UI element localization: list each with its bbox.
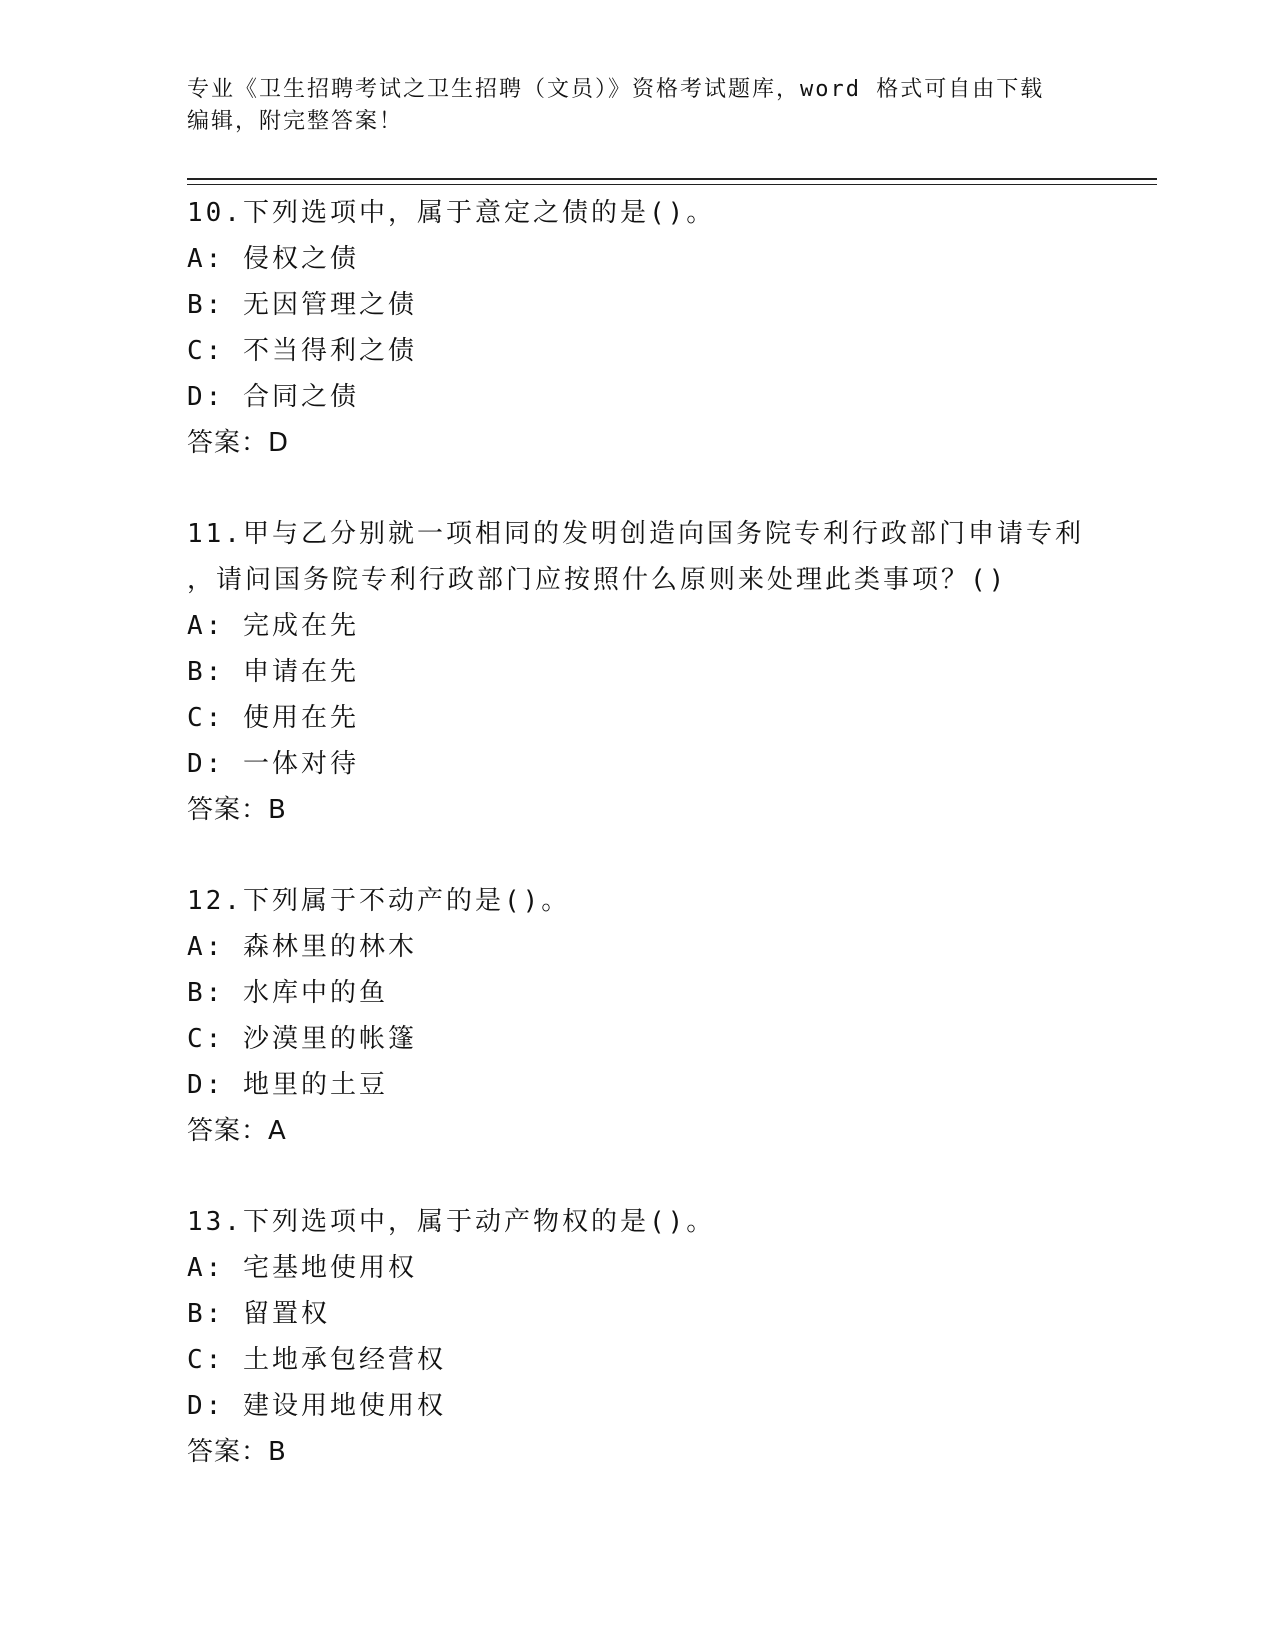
question-stem: 11.甲与乙分别就一项相同的发明创造向国务院专利行政部门申请专利 xyxy=(187,519,1084,549)
header-divider-thick xyxy=(187,178,1157,180)
option-d: D: 合同之债 xyxy=(187,382,359,412)
option-d: D: 一体对待 xyxy=(187,749,359,779)
option-c: C: 土地承包经营权 xyxy=(187,1345,446,1375)
option-c: C: 不当得利之债 xyxy=(187,336,417,366)
header-divider-thin xyxy=(187,184,1157,185)
option-d: D: 建设用地使用权 xyxy=(187,1391,446,1421)
question-11 xyxy=(187,511,1147,833)
answer: 答案：B xyxy=(187,1437,287,1467)
option-c: C: 使用在先 xyxy=(187,703,359,733)
header-line-1: 专业《卫生招聘考试之卫生招聘（文员）》资格考试题库，word 格式可自由下载 xyxy=(187,77,1045,102)
question-12 xyxy=(187,878,1147,1154)
option-a: A: 完成在先 xyxy=(187,611,359,641)
question-stem: 13.下列选项中，属于动产物权的是()。 xyxy=(187,1207,716,1237)
document-header xyxy=(187,74,1087,138)
option-b: B: 留置权 xyxy=(187,1299,330,1329)
header-line-2: 编辑，附完整答案！ xyxy=(187,109,404,134)
question-stem: 12.下列属于不动产的是()。 xyxy=(187,886,571,916)
option-d: D: 地里的土豆 xyxy=(187,1070,388,1100)
option-b: B: 水库中的鱼 xyxy=(187,978,388,1008)
option-a: A: 宅基地使用权 xyxy=(187,1253,417,1283)
question-stem-continued: ，请问国务院专利行政部门应按照什么原则来处理此类事项？() xyxy=(187,565,1008,595)
question-list xyxy=(187,190,1147,1520)
question-stem: 10.下列选项中，属于意定之债的是()。 xyxy=(187,198,716,228)
option-b: B: 无因管理之债 xyxy=(187,290,417,320)
answer: 答案：B xyxy=(187,795,287,825)
question-10 xyxy=(187,190,1147,466)
option-c: C: 沙漠里的帐篷 xyxy=(187,1024,417,1054)
option-b: B: 申请在先 xyxy=(187,657,359,687)
answer: 答案：A xyxy=(187,1116,287,1146)
option-a: A: 森林里的林木 xyxy=(187,932,417,962)
option-a: A: 侵权之债 xyxy=(187,244,359,274)
question-13 xyxy=(187,1199,1147,1475)
answer: 答案：D xyxy=(187,428,290,458)
